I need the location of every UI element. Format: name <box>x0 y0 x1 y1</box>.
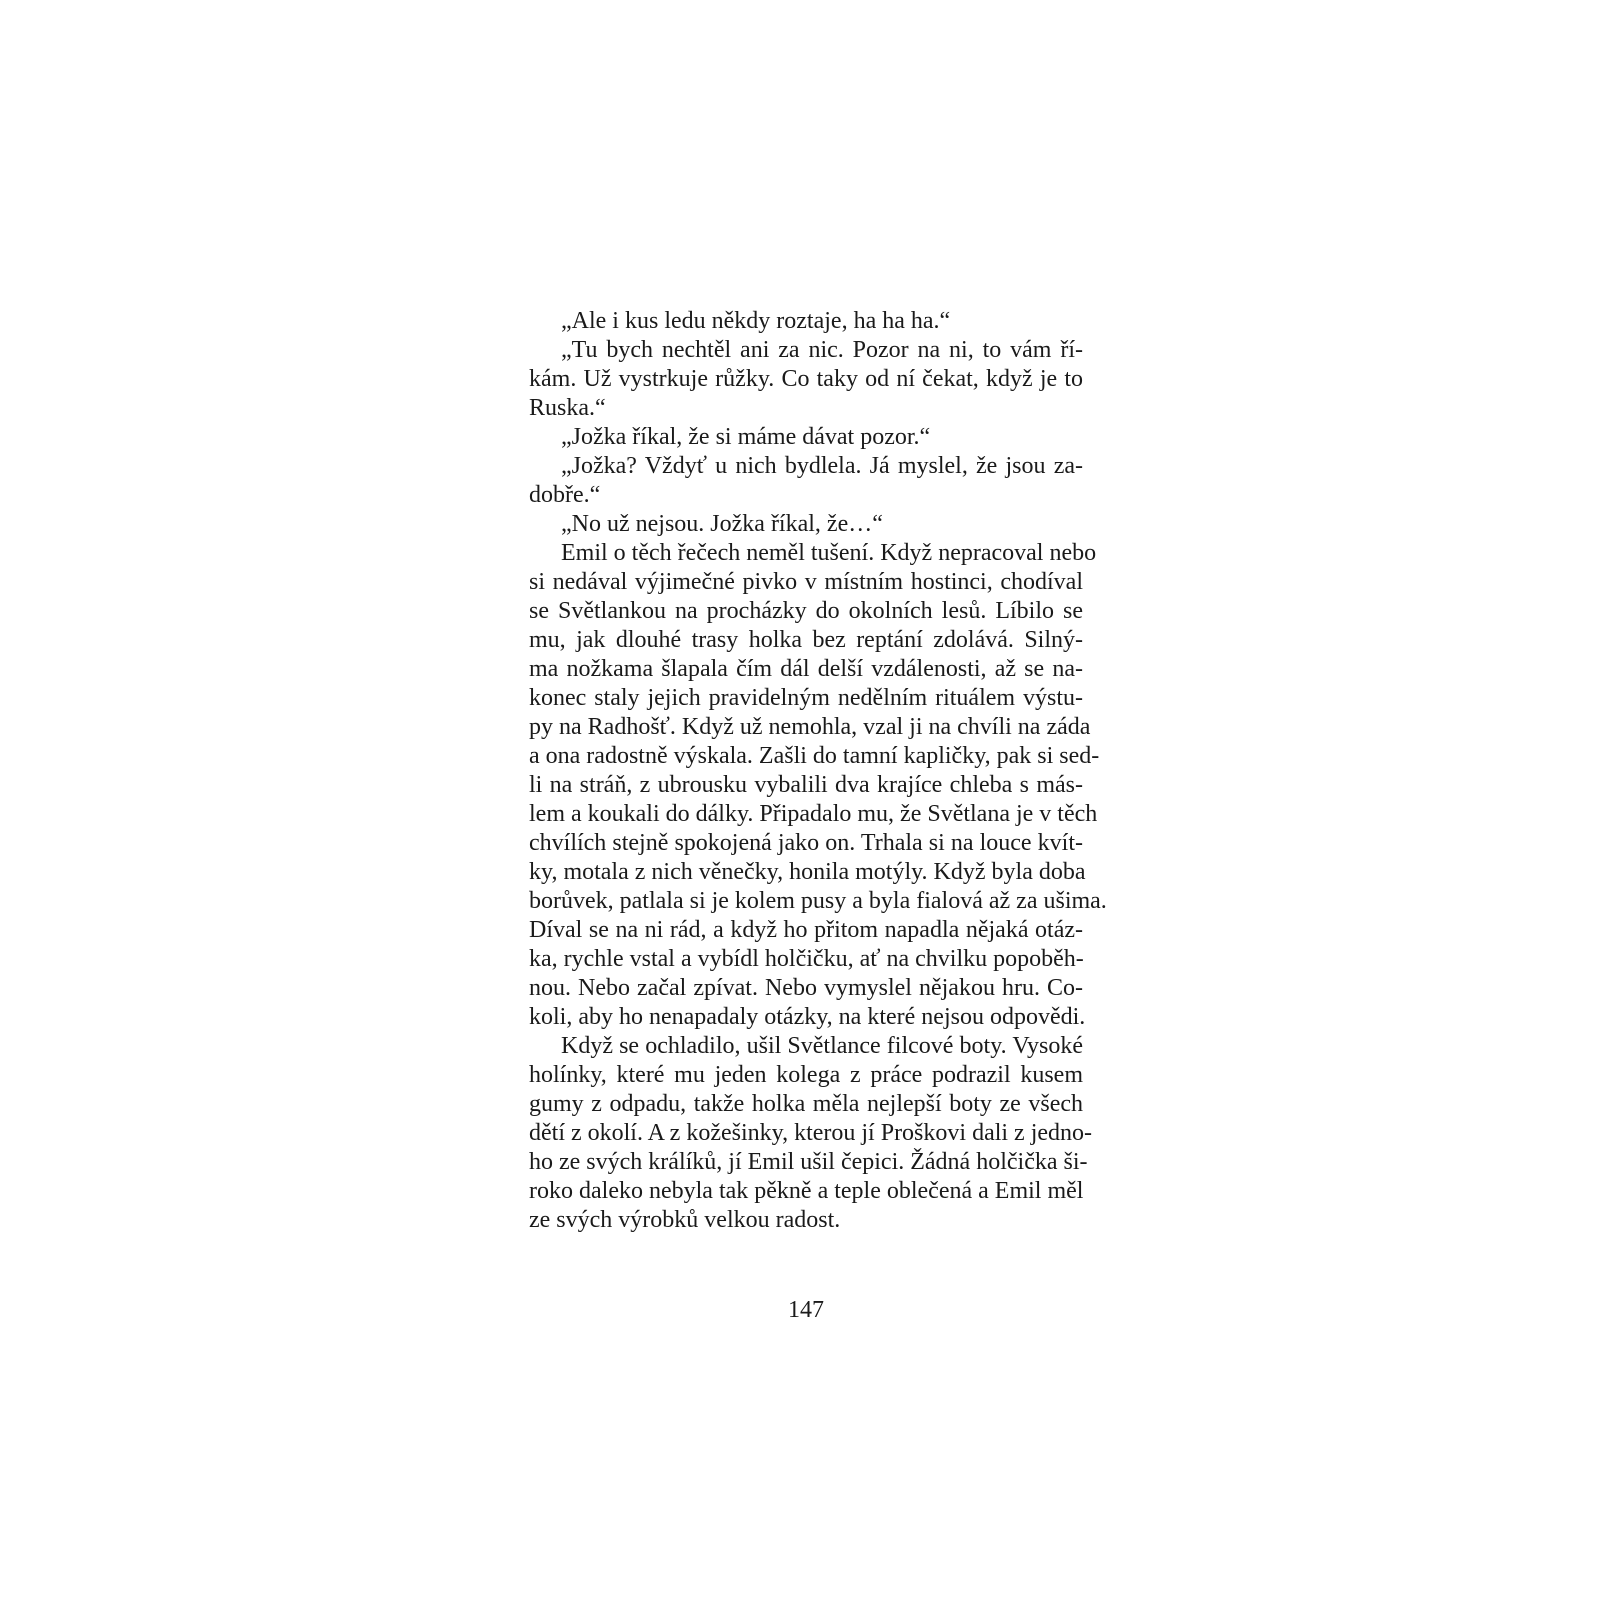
text-line: se Světlankou na procházky do okolních lesů. Líbilo se <box>529 598 1083 624</box>
text-line: Ruska.“ <box>529 395 606 421</box>
text-line: li na stráň, z ubrousku vybalili dva krajíce chleba s más- <box>529 772 1083 798</box>
text-line: koli, aby ho nenapadaly otázky, na které nejsou odpovědi. <box>529 1004 1086 1030</box>
text-line: borůvek, patlala si je kolem pusy a byla fialová až za ušima. <box>529 888 1107 914</box>
text-line: kám. Už vystrkuje růžky. Co taky od ní čekat, když je to <box>529 366 1083 392</box>
text-line: dětí z okolí. A z kožešinky, kterou jí Proškovi dali z jedno- <box>529 1120 1093 1146</box>
page-number: 147 <box>788 1297 824 1323</box>
text-line: a ona radostně výskala. Zašli do tamní kapličky, pak si sed- <box>529 743 1100 769</box>
text-line: „Jožka říkal, že si máme dávat pozor.“ <box>561 424 931 450</box>
text-line: chvílích stejně spokojená jako on. Trhala si na louce kvít- <box>529 830 1083 856</box>
text-line: konec staly jejich pravidelným nedělním rituálem výstu- <box>529 685 1083 711</box>
text-line: nou. Nebo začal zpívat. Nebo vymyslel nějakou hru. Co- <box>529 975 1083 1001</box>
text-line: „Tu bych nechtěl ani za nic. Pozor na ni, to vám ří- <box>561 337 1083 363</box>
text-line: „Ale i kus ledu někdy roztaje, ha ha ha.“ <box>561 308 951 334</box>
text-line: holínky, které mu jeden kolega z práce podrazil kusem <box>529 1062 1083 1088</box>
text-line: lem a koukali do dálky. Připadalo mu, že Světlana je v těch <box>529 801 1098 827</box>
text-line: „Jožka? Vždyť u nich bydlela. Já myslel, že jsou za- <box>561 453 1083 479</box>
text-line: ze svých výrobků velkou radost. <box>529 1207 841 1233</box>
text-line: ka, rychle vstal a vybídl holčičku, ať na chvilku popoběh- <box>529 946 1084 972</box>
text-line: ky, motala z nich věnečky, honila motýly. Když byla doba <box>529 859 1086 885</box>
text-line: dobře.“ <box>529 482 601 508</box>
text-line: Když se ochladilo, ušil Světlance filcové boty. Vysoké <box>561 1033 1083 1059</box>
text-line: si nedával výjimečné pivko v místním hostinci, chodíval <box>529 569 1083 595</box>
text-line: Emil o těch řečech neměl tušení. Když nepracoval nebo <box>561 540 1097 566</box>
text-line: mu, jak dlouhé trasy holka bez reptání zdolává. Silný- <box>529 627 1083 653</box>
text-line: Díval se na ni rád, a když ho přitom napadla nějaká otáz- <box>529 917 1083 943</box>
text-line: gumy z odpadu, takže holka měla nejlepší boty ze všech <box>529 1091 1083 1117</box>
text-line: py na Radhošť. Když už nemohla, vzal ji na chvíli na záda <box>529 714 1091 740</box>
text-line: „No už nejsou. Jožka říkal, že…“ <box>561 511 883 537</box>
text-line: ma nožkama šlapala čím dál delší vzdálenosti, až se na- <box>529 656 1083 682</box>
text-line: roko daleko nebyla tak pěkně a teple oblečená a Emil měl <box>529 1178 1084 1204</box>
text-line: ho ze svých králíků, jí Emil ušil čepici. Žádná holčička ši- <box>529 1149 1088 1175</box>
